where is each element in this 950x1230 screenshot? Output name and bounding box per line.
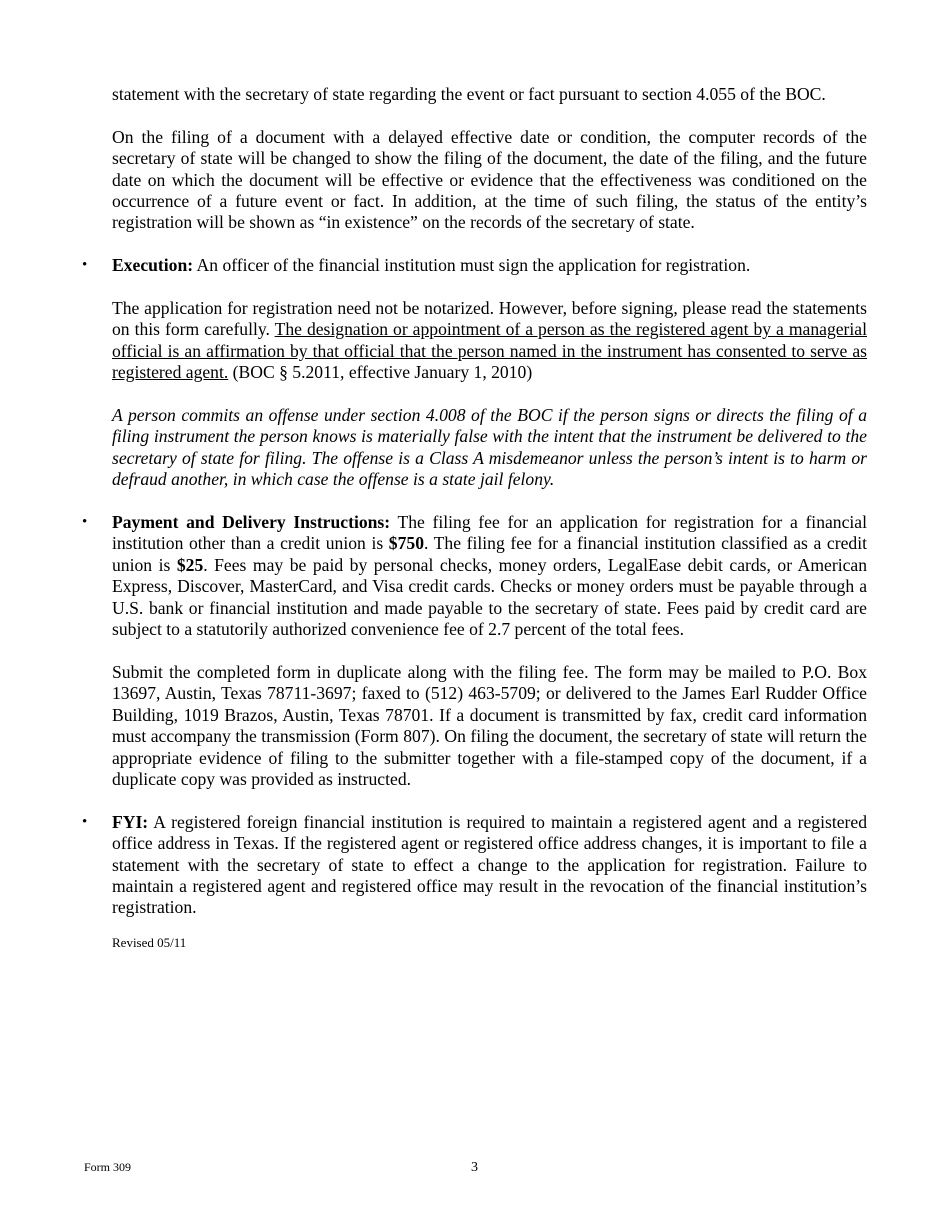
fyi-paragraph (112, 812, 867, 919)
page-number: 3 (471, 1160, 478, 1175)
registered-agent-affirmation: The designation or appointment of a person as the registered agent by a managerial official is an affirmation by that official that the person named in the instrument has consented to serve as registered agent. (112, 319, 867, 383)
payment-text-2: . The filing fee for a financial institution classified as a credit union is (112, 533, 867, 575)
payment-section (82, 512, 867, 640)
boc-citation: (BOC § 5.2011, effective January 1, 2010) (228, 362, 533, 383)
fee-standard: $750 (388, 533, 424, 554)
execution-heading: Execution: (112, 255, 194, 276)
bullet-icon: • (82, 257, 88, 274)
offense-warning: A person commits an offense under section 4.008 of the BOC if the person signs or directs the filing of a filing instrument the person knows is materially false with the intent that the instrument be delivered to the secretary of state for filing. The offense is a Class A misdemeanor unless the person’s intent is to harm or defraud another, in which case the offense is a state jail felony. (112, 405, 867, 490)
fyi-section (82, 811, 867, 919)
form-number: Form 309 (84, 1160, 132, 1174)
delayed-effective-paragraph: On the filing of a document with a delayed effective date or condition, the computer records of the secretary of state will be changed to show the filing of the document, the date of the filing, and the future date on which the document will be effective or evidence that the effectiveness was conditioned on the occurrence of a future event or fact. In addition, at the time of such filing, the status of the entity’s registration will be shown as “in existence” on the records of the secretary of state. (112, 126, 867, 233)
document-body (82, 84, 867, 951)
continued-paragraph: statement with the secretary of state regarding the event or fact pursuant to section 4.055 of the BOC. (112, 84, 826, 104)
execution-intro (112, 255, 867, 276)
execution-notary-paragraph (112, 298, 867, 384)
notary-text: The application for registration need not be notarized. However, before signing, please read the statements on this form carefully. (112, 298, 867, 340)
fee-credit-union: $25 (176, 554, 204, 575)
execution-text: An officer of the financial institution must sign the application for registration. (193, 255, 751, 276)
fyi-text: A registered foreign financial institution is required to maintain a registered agent and a registered office address in Texas. If the registered agent or registered office address changes, it is important to file a statement with the secretary of state to effect a change to the application for registration. Failure to maintain a registered agent and registered office may result in the revocation of the financial institution’s registration. (112, 811, 867, 918)
bullet-icon: • (82, 813, 88, 830)
payment-text-1: The filing fee for an application for registration for a financial institution other than a credit union is (112, 512, 867, 554)
revision-date: Revised 05/11 (112, 934, 187, 950)
fyi-heading: FYI: (112, 811, 149, 832)
submit-instructions: Submit the completed form in duplicate along with the filing fee. The form may be mailed to P.O. Box 13697, Austin, Texas 78711-3697; faxed to (512) 463-5709; or delivered to the James Earl Rudder Office Building, 1019 Brazos, Austin, Texas 78701. If a document is transmitted by fax, credit card information must accompany the transmission (Form 807). On filing the document, the secretary of state will return the appropriate evidence of filing to the submitter together with a file-stamped copy of the document, if a duplicate copy was provided as instructed. (112, 661, 867, 789)
payment-heading: Payment and Delivery Instructions: (112, 512, 391, 533)
execution-section (82, 255, 867, 276)
bullet-icon: • (82, 514, 88, 531)
payment-text-3: . Fees may be paid by personal checks, money orders, LegalEase debit cards, or American Express, Discover, MasterCard, and Visa credit cards. Checks or money orders must be payable through a U.S. bank or financial institution and made payable to the secretary of state. Fees paid by credit card are subject to a statutorily authorized convenience fee of 2.7 percent of the total fees. (112, 554, 867, 640)
payment-paragraph (112, 512, 867, 640)
